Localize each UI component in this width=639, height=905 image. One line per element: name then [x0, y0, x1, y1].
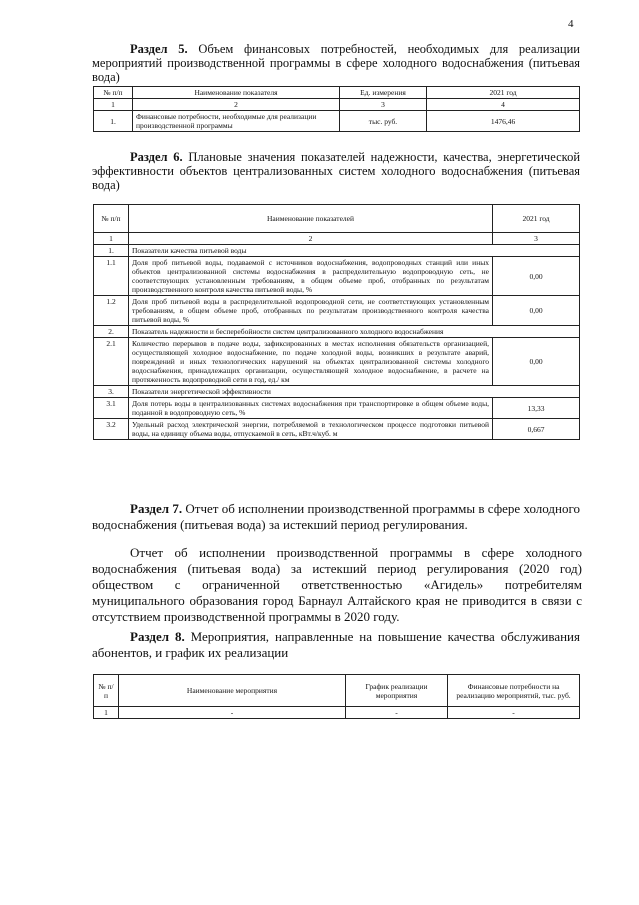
- row-name: Удельный расход электрической энергии, потребляемой в технологическом процессе подготовки питьевой воды, на единицу объема воды, отпускаемой в сеть, кВт.ч/куб. м: [129, 419, 493, 440]
- section8-table: [93, 674, 580, 719]
- row-schedule: -: [346, 707, 448, 719]
- group-num: 1.: [94, 245, 129, 257]
- col-num-header: № п/п: [94, 675, 119, 707]
- row-finance: -: [448, 707, 580, 719]
- col-num-header: № п/п: [94, 87, 133, 99]
- row-num: 1.1: [94, 257, 129, 296]
- group-row: [94, 386, 580, 398]
- row-name: Количество перерывов в подаче воды, зафиксированных в местах исполнения обязательств организацией, осуществляющей холодное водоснабжение, по подаче холодной воды, возникших в результате аварий, повреждений и иных технологических нарушений на объектах централизованной системы холодного водоснабжения, принадлежащих организации, осуществляющей холодное водоснабжение, в расчете на протяженность водопроводной сети в год, ед./ км: [129, 338, 493, 386]
- numbering-cell: 3: [340, 99, 427, 111]
- group-row: [94, 245, 580, 257]
- table-numbering-row: [94, 99, 580, 111]
- section7-paragraph: Отчет об исполнении производственной программы в сфере холодного водоснабжения (питьевая вода) за истекший период регулирования (2020 год) обществом с ограниченной ответственностью «Агидель» потребителям муниципального образования город Барнаул Алтайского края не приводится в связи с отсутствием производственной программы в 2020 году.: [92, 545, 582, 624]
- row-unit: тыс. руб.: [340, 111, 427, 132]
- numbering-cell: 4: [427, 99, 580, 111]
- section7-heading: [92, 501, 580, 533]
- table-header-row: [94, 205, 580, 233]
- row-value: 0,00: [493, 338, 580, 386]
- col-name-header: Наименование мероприятия: [119, 675, 346, 707]
- group-title: Показатели энергетической эффективности: [129, 386, 580, 398]
- group-title: Показатель надежности и бесперебойности систем централизованного холодного водоснабжения: [129, 326, 580, 338]
- col-year-header: 2021 год: [493, 205, 580, 233]
- row-num: 3.2: [94, 419, 129, 440]
- row-value: 0,00: [493, 257, 580, 296]
- table-header-row: [94, 87, 580, 99]
- row-name: Доля потерь воды в централизованных системах водоснабжения при транспортировке в общем объеме воды, поданной в водопроводную сеть, %: [129, 398, 493, 419]
- col-name-header: Наименование показателя: [133, 87, 340, 99]
- row-name: Доля проб питьевой воды, подаваемой с источников водоснабжения, водопроводных станций или иных объектов централизованной системы водоснабжения в распределительную водопроводную сеть, не соответствующих установленным требованиям, в общем объеме проб, отобранных по результатам производственного контроля качества питьевой воды, %: [129, 257, 493, 296]
- col-num-header: № п/п: [94, 205, 129, 233]
- table-row: [94, 419, 580, 440]
- section8-title: Мероприятия, направленные на повышение качества обслуживания абонентов, и график их реализации: [92, 629, 580, 660]
- section5-table: [93, 86, 580, 132]
- row-num: 2.1: [94, 338, 129, 386]
- numbering-cell: 1: [94, 233, 129, 245]
- table-row: [94, 338, 580, 386]
- group-num: 2.: [94, 326, 129, 338]
- section5-title: Объем финансовых потребностей, необходимых для реализации мероприятий производственной программы в сфере холодного водоснабжения (питьевая вода): [92, 42, 580, 84]
- col-finance-header: Финансовые потребности на реализацию мероприятий, тыс. руб.: [448, 675, 580, 707]
- table-row: [94, 111, 580, 132]
- table-row: [94, 707, 580, 719]
- section6-title: Плановые значения показателей надежности, качества, энергетической эффективности объектов централизованных систем холодного водоснабжения (питьевая вода): [92, 150, 581, 192]
- row-num: 3.1: [94, 398, 129, 419]
- row-value: 13,33: [493, 398, 580, 419]
- row-name: Финансовые потребности, необходимые для реализации производственной программы: [133, 111, 340, 132]
- group-title: Показатели качества питьевой воды: [129, 245, 580, 257]
- section7-title: Отчет об исполнении производственной программы в сфере холодного водоснабжения (питьевая вода) за истекший период регулирования.: [92, 501, 580, 532]
- table-row: [94, 296, 580, 326]
- row-value: 0,00: [493, 296, 580, 326]
- row-name: -: [119, 707, 346, 719]
- section6-heading: [92, 150, 580, 192]
- numbering-cell: 2: [133, 99, 340, 111]
- row-num: 1.2: [94, 296, 129, 326]
- section7-label: Раздел 7.: [130, 501, 183, 516]
- table-header-row: [94, 675, 580, 707]
- section8-heading: [92, 629, 580, 661]
- row-name: Доля проб питьевой воды в распределительной водопроводной сети, не соответствующих установленным требованиям, в общем объеме проб, отобранных по результатам производственного контроля качества питьевой воды, %: [129, 296, 493, 326]
- row-value: 1476,46: [427, 111, 580, 132]
- section5-label: Раздел 5.: [130, 42, 188, 56]
- numbering-cell: 2: [129, 233, 493, 245]
- table-row: [94, 398, 580, 419]
- section8-label: Раздел 8.: [130, 629, 185, 644]
- numbering-cell: 1: [94, 99, 133, 111]
- col-unit-header: Ед. измерения: [340, 87, 427, 99]
- row-num: 1: [94, 707, 119, 719]
- table-row: [94, 257, 580, 296]
- page-number: 4: [568, 18, 574, 30]
- numbering-cell: 3: [493, 233, 580, 245]
- section5-heading: [92, 42, 580, 84]
- table-numbering-row: [94, 233, 580, 245]
- section6-label: Раздел 6.: [130, 150, 183, 164]
- col-name-header: Наименование показателей: [129, 205, 493, 233]
- group-row: [94, 326, 580, 338]
- col-year-header: 2021 год: [427, 87, 580, 99]
- row-num: 1.: [94, 111, 133, 132]
- section6-table: [93, 204, 580, 440]
- col-schedule-header: График реализации мероприятия: [346, 675, 448, 707]
- row-value: 0,667: [493, 419, 580, 440]
- group-num: 3.: [94, 386, 129, 398]
